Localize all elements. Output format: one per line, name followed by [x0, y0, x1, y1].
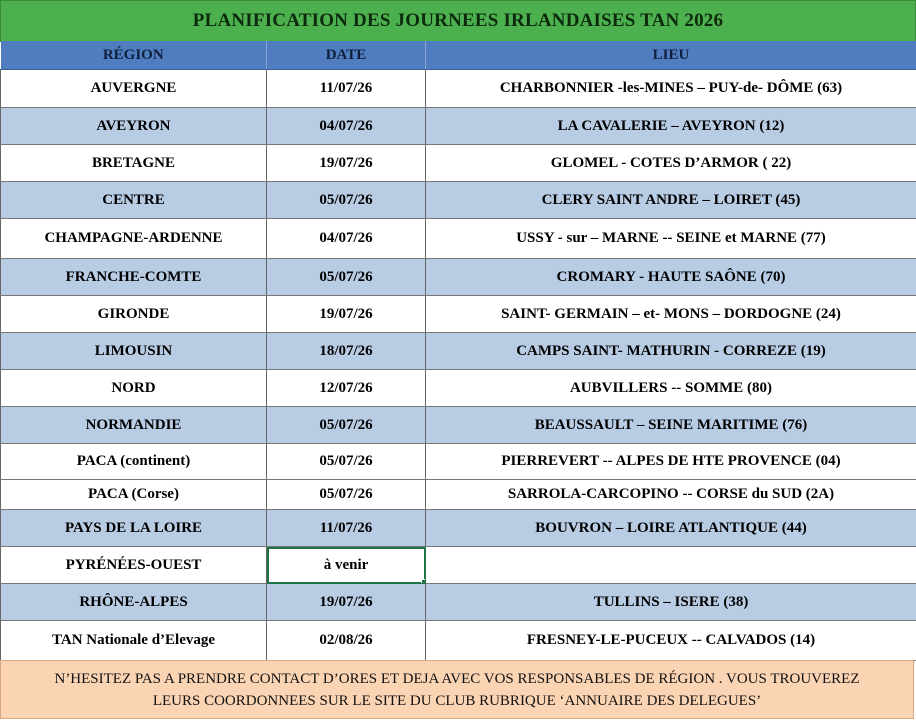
cell-region[interactable]: PAYS DE LA LOIRE: [1, 510, 267, 547]
cell-lieu[interactable]: FRESNEY-LE-PUCEUX -- CALVADOS (14): [426, 621, 916, 661]
cell-lieu[interactable]: CLERY SAINT ANDRE – LOIRET (45): [426, 182, 916, 219]
cell-region[interactable]: FRANCHE-COMTE: [1, 259, 267, 296]
cell-lieu[interactable]: PIERREVERT -- ALPES DE HTE PROVENCE (04): [426, 444, 916, 480]
cell-lieu[interactable]: CAMPS SAINT- MATHURIN - CORREZE (19): [426, 333, 916, 370]
cell-region[interactable]: BRETAGNE: [1, 145, 267, 182]
cell-region[interactable]: CHAMPAGNE-ARDENNE: [1, 219, 267, 259]
cell-region[interactable]: CENTRE: [1, 182, 267, 219]
table-row: [1, 370, 916, 407]
header-date[interactable]: DATE: [267, 41, 426, 70]
cell-date[interactable]: 05/07/26: [267, 444, 426, 480]
table-row: [1, 259, 916, 296]
footer-line-2: LEURS COORDONNEES SUR LE SITE DU CLUB RUBRIQUE ‘ANNUAIRE DES DELEGUES’: [152, 692, 762, 709]
cell-region[interactable]: NORMANDIE: [1, 407, 267, 444]
cell-date[interactable]: 04/07/26: [267, 108, 426, 145]
table-row: [1, 621, 916, 661]
cell-lieu[interactable]: GLOMEL - COTES D’ARMOR ( 22): [426, 145, 916, 182]
cell-lieu[interactable]: BEAUSSAULT – SEINE MARITIME (76): [426, 407, 916, 444]
cell-lieu[interactable]: SARROLA-CARCOPINO -- CORSE du SUD (2A): [426, 480, 916, 510]
cell-lieu[interactable]: AUBVILLERS -- SOMME (80): [426, 370, 916, 407]
header-lieu[interactable]: LIEU: [426, 41, 916, 70]
cell-region[interactable]: AVEYRON: [1, 108, 267, 145]
cell-lieu[interactable]: LA CAVALERIE – AVEYRON (12): [426, 108, 916, 145]
cell-region[interactable]: TAN Nationale d’Elevage: [1, 621, 267, 661]
cell-date[interactable]: 11/07/26: [267, 510, 426, 547]
cell-date[interactable]: 05/07/26: [267, 259, 426, 296]
cell-date[interactable]: 18/07/26: [267, 333, 426, 370]
cell-lieu[interactable]: USSY - sur – MARNE -- SEINE et MARNE (77): [426, 219, 916, 259]
cell-region[interactable]: NORD: [1, 370, 267, 407]
table-row: [1, 547, 916, 584]
table-row: [1, 480, 916, 510]
cell-date-selected[interactable]: à venir: [267, 547, 426, 584]
footer-note[interactable]: [0, 660, 914, 719]
footer-line-1: N’HESITEZ PAS A PRENDRE CONTACT D’ORES ET DEJA AVEC VOS RESPONSABLES DE RÉGION . VOUS TROUVEREZ: [54, 670, 860, 687]
cell-date[interactable]: 19/07/26: [267, 584, 426, 621]
cell-date[interactable]: 19/07/26: [267, 296, 426, 333]
footer-text: [54, 668, 859, 712]
cell-date[interactable]: 02/08/26: [267, 621, 426, 661]
cell-date[interactable]: 04/07/26: [267, 219, 426, 259]
cell-region[interactable]: PACA (Corse): [1, 480, 267, 510]
cell-date[interactable]: 12/07/26: [267, 370, 426, 407]
cell-date[interactable]: 19/07/26: [267, 145, 426, 182]
table-row: [1, 296, 916, 333]
cell-date[interactable]: 05/07/26: [267, 407, 426, 444]
cell-lieu[interactable]: [426, 547, 916, 584]
cell-region[interactable]: GIRONDE: [1, 296, 267, 333]
header-region[interactable]: RÉGION: [1, 41, 267, 70]
table-row: [1, 444, 916, 480]
cell-lieu[interactable]: SAINT- GERMAIN – et- MONS – DORDOGNE (24): [426, 296, 916, 333]
cell-region[interactable]: RHÔNE-ALPES: [1, 584, 267, 621]
cell-lieu[interactable]: TULLINS – ISERE (38): [426, 584, 916, 621]
table-row: [1, 407, 916, 444]
table-row: [1, 219, 916, 259]
cell-region[interactable]: LIMOUSIN: [1, 333, 267, 370]
cell-date[interactable]: 05/07/26: [267, 182, 426, 219]
header-row: [1, 41, 916, 70]
table-row: [1, 510, 916, 547]
table-row: [1, 584, 916, 621]
cell-lieu[interactable]: BOUVRON – LOIRE ATLANTIQUE (44): [426, 510, 916, 547]
cell-region[interactable]: AUVERGNE: [1, 70, 267, 108]
schedule-table: [0, 41, 916, 661]
sheet-title[interactable]: PLANIFICATION DES JOURNEES IRLANDAISES TAN 2026: [0, 0, 916, 42]
cell-region[interactable]: PYRÉNÉES-OUEST: [1, 547, 267, 584]
cell-date[interactable]: 11/07/26: [267, 70, 426, 108]
cell-lieu[interactable]: CHARBONNIER -les-MINES – PUY-de- DÔME (63): [426, 70, 916, 108]
table-row: [1, 145, 916, 182]
table-row: [1, 108, 916, 145]
cell-date[interactable]: 05/07/26: [267, 480, 426, 510]
table-row: [1, 70, 916, 108]
table-row: [1, 333, 916, 370]
table-row: [1, 182, 916, 219]
cell-lieu[interactable]: CROMARY - HAUTE SAÔNE (70): [426, 259, 916, 296]
cell-region[interactable]: PACA (continent): [1, 444, 267, 480]
